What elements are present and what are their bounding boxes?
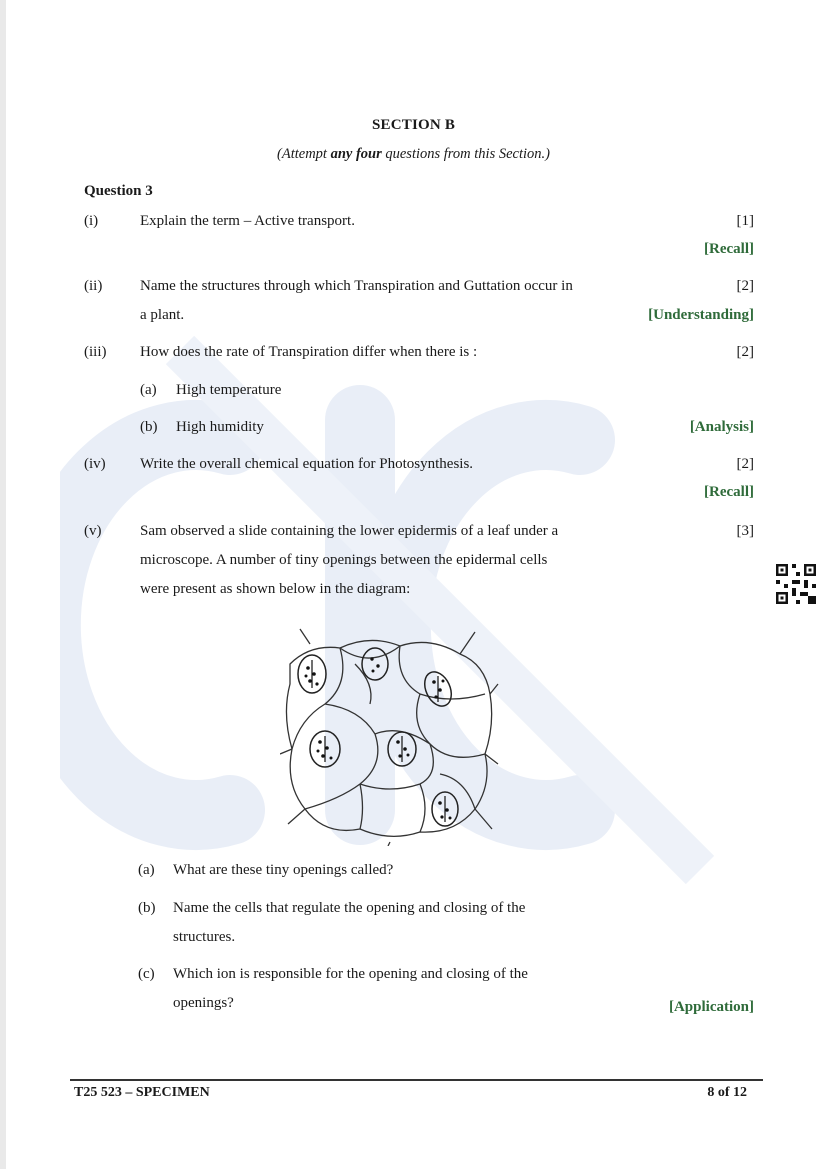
item-text: How does the rate of Transpiration differ when there is : xyxy=(140,344,478,360)
sub-text: High humidity xyxy=(176,419,264,435)
item-tag: [Analysis] xyxy=(689,419,754,435)
footer-code: T25 523 – SPECIMEN xyxy=(74,1085,210,1100)
item-tag: [Recall] xyxy=(704,484,754,500)
item-text: were present as shown below in the diagram: xyxy=(140,581,411,597)
sub-label: (a) xyxy=(140,382,157,398)
item-marks: [2] xyxy=(736,456,754,472)
question-heading: Question 3 xyxy=(84,183,153,199)
item-text: Explain the term – Active transport. xyxy=(140,213,355,229)
item-marks: [2] xyxy=(736,344,754,360)
sub-text: openings? xyxy=(173,995,234,1011)
sub-label: (c) xyxy=(138,966,155,982)
qr-code-icon xyxy=(776,564,816,604)
page-number: 8 of 12 xyxy=(707,1085,747,1100)
page-edge xyxy=(0,0,6,1169)
instruction-emphasis: any four xyxy=(330,146,382,162)
item-marks: [1] xyxy=(736,213,754,229)
section-title: SECTION B xyxy=(371,117,456,133)
item-marks: [3] xyxy=(736,523,754,539)
item-number: (v) xyxy=(84,523,102,539)
sub-label: (a) xyxy=(138,862,155,878)
item-tag: [Recall] xyxy=(704,241,754,257)
item-tag: [Application] xyxy=(668,999,754,1015)
sub-text: structures. xyxy=(173,929,236,945)
item-number: (iv) xyxy=(84,456,106,472)
sub-label: (b) xyxy=(140,419,158,435)
item-number: (ii) xyxy=(84,278,103,294)
instruction-text-end: questions from this Section.) xyxy=(381,146,550,162)
item-number: (iii) xyxy=(84,344,107,360)
item-text: microscope. A number of tiny openings between the epidermal cells xyxy=(140,552,548,568)
sub-text: Which ion is responsible for the opening and closing of the xyxy=(173,966,528,982)
item-text: Write the overall chemical equation for Photosynthesis. xyxy=(140,456,474,472)
item-tag: [Understanding] xyxy=(648,307,754,323)
footer-rule xyxy=(70,1079,763,1081)
item-text: a plant. xyxy=(140,307,185,323)
sub-text: Name the cells that regulate the opening and closing of the xyxy=(173,900,526,916)
instruction-text-start: (Attempt xyxy=(277,146,331,162)
leaf-epidermis-stomata-diagram xyxy=(280,624,500,846)
item-marks: [2] xyxy=(736,278,754,294)
item-text: Sam observed a slide containing the lower epidermis of a leaf under a xyxy=(140,523,559,539)
section-instruction xyxy=(0,146,827,163)
sub-label: (b) xyxy=(138,900,156,916)
sub-text: High temperature xyxy=(176,382,282,398)
item-text: Name the structures through which Transpiration and Guttation occur in xyxy=(140,278,573,294)
item-number: (i) xyxy=(84,213,99,229)
sub-text: What are these tiny openings called? xyxy=(173,862,394,878)
